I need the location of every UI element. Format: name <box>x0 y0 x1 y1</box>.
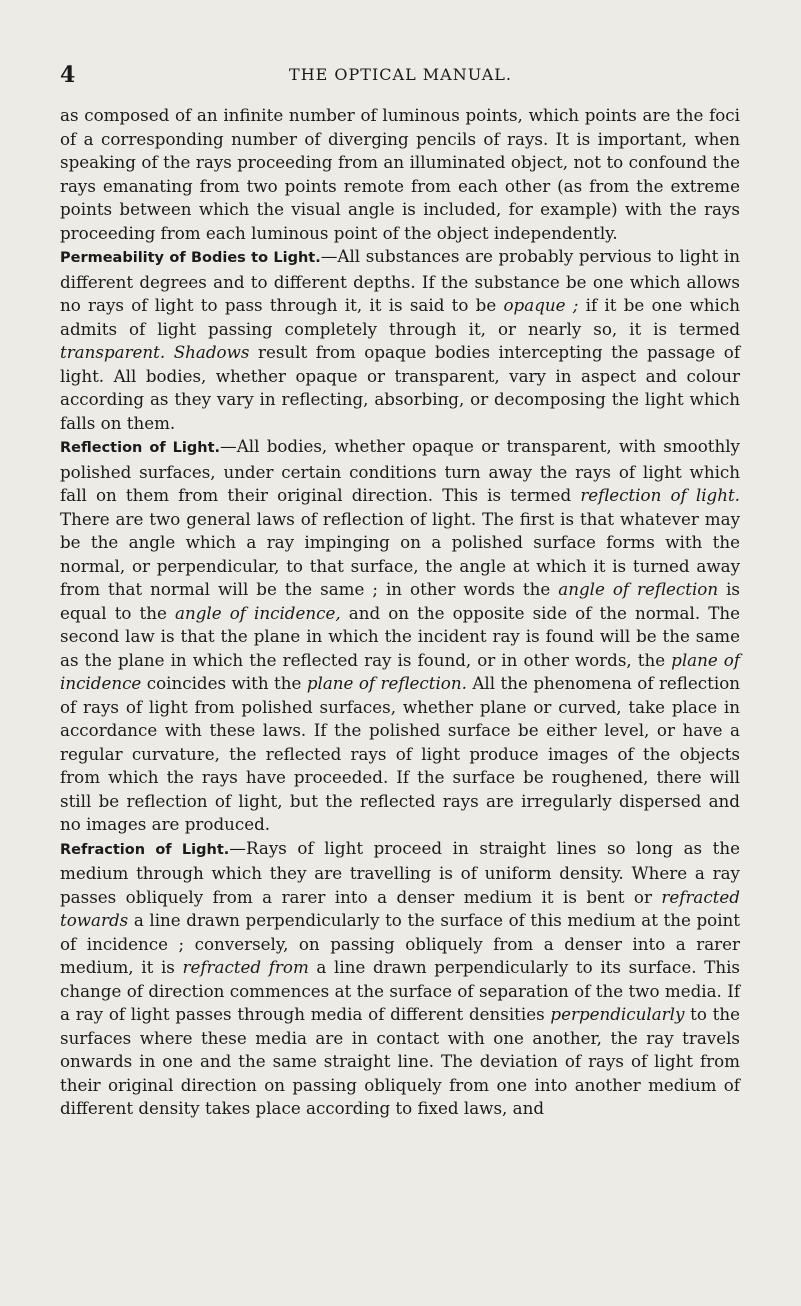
paragraph <box>60 245 740 435</box>
text-run: coincides with the <box>141 673 307 693</box>
text-run: There are two general laws of reflection of light. The first is that whatever may be the angle which a ray impinging on a polished surface forms with the normal, or perpendicular, to that surface, the angle at which it is turned away from that normal will be the same ; in other words the <box>60 508 740 599</box>
italic-term: angle of reflection <box>558 579 719 599</box>
italic-term: reflection of light. <box>580 485 740 505</box>
page-header <box>0 62 801 88</box>
italic-term: perpendicularly <box>550 1004 685 1024</box>
text-run: All the phenomena of reflection of rays of light from polished surfaces, whether plane or curved, take place in accordance with these laws. If the polished surface be either level, or have a regular curvature, the reflected rays of light produce images of the objects from which the rays have proceeded. If the surface be roughened, there will still be reflection of light, but the reflected rays are irregularly dispersed and no images are produced. <box>60 673 740 834</box>
italic-term: refracted towards <box>60 886 740 930</box>
italic-term: Shadows <box>173 342 250 362</box>
text-run: is equal to the <box>60 579 740 623</box>
section-heading: Reflection of Light. <box>60 440 221 456</box>
text-run: as composed of an infinite number of luminous points, which points are the foci of a corresponding number of diverging pencils of rays. It is important, when speaking of the rays proceeding from an illuminated object, not to confound the rays emanating from two points remote from each other (as from the extreme points between which the visual angle is included, for example) with the rays proceeding from each luminous point of the object independently. <box>60 105 740 243</box>
text-run: and on the opposite side of the normal. The second law is that the plane in which the incident ray is found will be the same as the plane in which the reflected ray is found, or in other words, the <box>60 602 740 670</box>
text-run: —Rays of light proceed in straight lines so long as the medium through which they are travelling is of uniform density. Where a ray passes obliquely from a rarer into a denser medium it is bent or <box>60 837 740 907</box>
italic-term: plane of reflection. <box>306 673 467 693</box>
body-text <box>60 104 740 1121</box>
text-run: a line drawn perpendicularly to the surface of this medium at the point of incidence ; conversely, on passing obliquely from a denser into a rarer medium, it is <box>60 910 740 977</box>
italic-term: plane of incidence <box>60 649 741 693</box>
text-run: if it be one which admits of light passing completely through it, or nearly so, it is termed <box>60 295 740 339</box>
italic-term: transparent. <box>60 342 166 362</box>
text-run: to the surfaces where these media are in contact with one another, the ray travels onwards in one and the same straight line. The deviation of rays of light from their original direction on passing obliquely from one into another medium of different density takes place according to fixed laws, and <box>60 1004 740 1118</box>
section-heading: Permeability of Bodies to Light. <box>60 250 321 266</box>
page-number: 4 <box>60 62 76 88</box>
running-title: THE OPTICAL MANUAL. <box>289 65 512 84</box>
paragraph <box>60 104 740 245</box>
paragraph <box>60 837 740 1121</box>
text-run: —All substances are probably pervious to light in different degrees and to different depths. If the substance be one which allows no rays of light to pass through it, it is said to be <box>60 246 740 315</box>
section-heading: Refraction of Light. <box>60 841 230 858</box>
text-run: result from opaque bodies intercepting the passage of light. All bodies, whether opaque or transparent, vary in aspect and colour according as they vary in reflecting, absorbing, or decomposing the light which falls on them. <box>60 342 740 433</box>
italic-term: opaque ; <box>503 295 579 315</box>
paragraph <box>60 435 740 837</box>
text-run: —All bodies, whether opaque or transparent, with smoothly polished surfaces, under certain conditions turn away the rays of light which fall on them from their original direction. This is termed <box>60 436 740 505</box>
italic-term: angle of incidence, <box>175 602 341 623</box>
text-run <box>165 342 174 362</box>
text-run: a line drawn perpendicularly to its surface. This change of direction commences at the surface of separation of the two media. If a ray of light passes through media of different densities <box>60 957 740 1024</box>
italic-term: refracted from <box>182 957 309 977</box>
